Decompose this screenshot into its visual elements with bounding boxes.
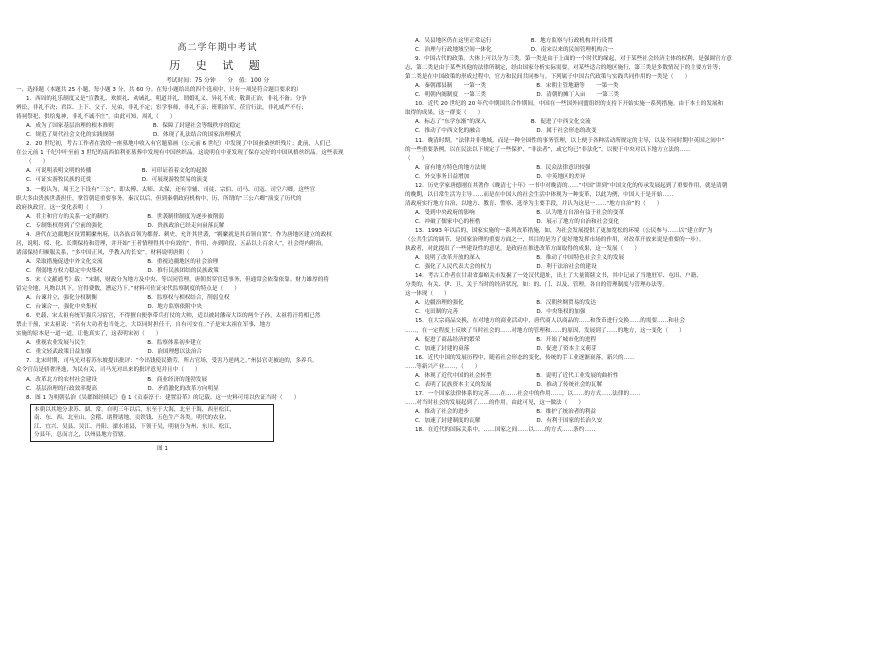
- question-line: C．专制集权得到了空前的强化 D．贵族政治已经走向衰落瓦解: [26, 222, 225, 229]
- question-line: C．治理与行政地域空间一体化 D．南宋以来的民间管理机构合一: [415, 47, 614, 54]
- question-line: 居，说明、绥、化、长期保持和管理，并开始“王者情理得其中有效的”，作用，亦到阶段，五品以上百余人”，社会得内附治，: [16, 240, 327, 247]
- question-line: 9．中国古代的政策，大体上可以分为三类。第一类是由于上面的一个时代的缘起，对于某些社会经济主体的权利，是强调官方意: [415, 56, 732, 63]
- question-line: C．强化了人民代表大会的权力 D．利于法治社会的建设: [415, 264, 597, 271]
- right-column: [405, 0, 845, 672]
- question-line: 15．在大宗商品交换，在对地方的商业活动中，唐代商人以商品的……和货币进行交换……的需要……和社会: [415, 318, 686, 325]
- question-line: A．重视农业发展与民生 B．监察体系初步建立: [26, 340, 202, 347]
- question-line: A．吴县地区仍在这里正常运行 B．地方监察与行政机构并行设置: [415, 38, 613, 44]
- right-question-list: [405, 37, 845, 435]
- material-line: 江、宜兴、吴县、吴江、丹阳、溧水诸县，下领于吴，明初分为州、东川、松江，: [34, 423, 236, 430]
- question-line: 职大多由贵族世袭担任，掌管朝廷重要事务。秦汉以后，但到秦朝政府机构中，历，所谓的“三公六卿”演变了历代的: [16, 195, 302, 202]
- question-line: 一、选择题（本题共 25 小题，每小题 3 分，共 60 分。在每小题给出的四个选项中，只有一项是符合题目要求的）: [16, 87, 302, 93]
- question-line: 在公元前 1 千纪中叶至前 3 世纪的南西伯利亚墓葬中发现有中国丝织品。这说明在中亚发现了保存完好的中国风格丝织品。这些表现: [16, 150, 344, 157]
- question-line: C．规范了周代社会文化的实践规制 D．体现了礼法结合的国家治理模式: [26, 132, 242, 139]
- figure-caption: 图 1: [157, 446, 168, 453]
- question-line: 禁止干预，宋太祖说：“若有大功者也当处之，大臣同时担任干，自有可安在。”子是宋太祖在军事，地方: [16, 322, 271, 329]
- question-line: 11．晚清时期，“法律并非地域，而是一种全国性的事务管理，以上便于各种活动所规定的主导，以及不同时期中英国之间中”: [415, 137, 725, 144]
- question-line: 众令官员是骄奢淫逸，为民有关，司马光对出来的批评意见并且中（ ）: [16, 367, 201, 374]
- question-line: 清政府实行地方自治，以地方、教育、警察、选举为主要手段，并认为这是一……“地方自治”的（ ）: [405, 200, 663, 207]
- question-line: 18．在近代的国际关系中，……国家之间……以……的方式……条约……: [415, 427, 596, 434]
- question-line: 执政者，对此提出了一些建设性的意见，是政府在推进改革方面取得的成果，这一发展（ ）: [405, 246, 640, 253]
- question-line: A．说明了改革开放的深入 B．推动了中国特色社会主义的发展: [415, 255, 625, 262]
- left-question-list: [16, 86, 419, 403]
- question-line: C．台谏合一，强化中央集权 D．地方监察依附中央: [26, 304, 203, 311]
- question-line: ……对当时社会的发展起到了……的作用。由此可见，这一做法（ ）: [405, 399, 585, 406]
- exam-header: [16, 40, 419, 86]
- question-line: C．加速了封建的衰落 D．促进了资本主义萌芽: [415, 345, 597, 352]
- question-line: 14．考古工作者在甘肃省嘉峪关市发掘了一处汉代遗址，出土了大量简牍文书，其中记录了当地驻军、屯田、户籍、: [415, 273, 702, 280]
- question-line: C．表明了民族资本主义的发展 D．推动了传统社会的瓦解: [415, 381, 603, 388]
- question-line: ……，在一定程度上反映了当时社会的……对地方的管理和……的原因，发展到了……的地方，这一变化（ ）: [405, 327, 685, 334]
- question-line: C．加速了封建制度的瓦解 D．有利于国家的长治久安: [415, 417, 603, 424]
- material-line: 分县年，总而言之，以州县地方管辖。: [34, 432, 130, 439]
- question-line: A．标志了“东学东渐”的深入 B．促进了中西文化交流: [415, 119, 591, 126]
- material-line: 本朝以其地分隶苏、湖、常，自明三年以后，东至于大海，北至于海，西至松江，: [34, 406, 236, 413]
- question-line: C．屯田制的完善 D．中央集权的加强: [415, 309, 586, 316]
- material-text: [34, 406, 270, 440]
- exam-meta: 考试时间：75 分钟 分 值：100 分: [165, 78, 270, 84]
- question-line: 分类的，有关、伊、卫、关于当时的经济状况，如：的、门、以及、管理，各自的管理制度与管理办法等。: [405, 282, 668, 289]
- question-line: 诸部保持归顺服关系，“多中国正风，乎教入的长安”。材料说明唐朝（ ）: [16, 249, 207, 256]
- question-line: A．体现了近代中国的社会转型 B．说明了近代工业发展的曲折性: [415, 372, 619, 379]
- question-line: A．改革北方的农村社会建设 B．商业经济的蓬勃发展: [26, 376, 208, 383]
- question-line: A．采取措施促进中外文化交流 B．重视边疆地区的社会治理: [26, 258, 219, 265]
- question-line: C．外交事务日益增加 D．中英地区的差异: [415, 173, 586, 180]
- question-line: 4．唐代在边疆地区设置羁縻州府，以各族首领为都督、刺史、允许其世袭，“羁縻就是其首领自置”。作为唐地区建立的政权: [26, 231, 332, 238]
- question-line: A．成为了国家基层治理的根本准则 B．保障了封建社会等级秩序的稳定: [26, 123, 241, 130]
- question-line: 留完全地，凡物以其下，官得费数，漕运乃下。”材料可佐证宋代监察制度的特点是（ ）: [16, 286, 240, 293]
- question-line: 的晚期，以日常生活为主导……而是在中国人的社会生活中体现为一种变革，以此为例，中国人于是开始……: [405, 191, 674, 198]
- question-line: ……等新兴产业……，（ ）: [405, 363, 481, 370]
- question-line: 志，第二类是由于某些其他的法律所制定，经由国家分析实际需要，对某些适合的地区施行，第三类是多数情况下的主要方针等；: [405, 65, 724, 72]
- question-line: 1．西周的礼乐制度又是“宣教礼、欢娱礼、劝诫礼、明道并礼，谓婚礼义、异礼不成；敬训正治，非礼不备；分争: [26, 96, 307, 103]
- material-line: 南、东、西、北至山、会稽、诸暨诸地，贡铁钱、五色生产各类。明代的农业，: [34, 415, 230, 422]
- question-line: 5．宋《文献通考》载：“宋制，财政分为地方及中央、等以同管理，唐朝贯穿宫廷事务，但通常会依靠依靠。财力雄厚的将: [26, 276, 329, 283]
- question-line: A．促进了商品经济的繁荣 B．开始了城市化的进程: [415, 336, 597, 343]
- exam-title: 高二学年期中考试: [177, 43, 258, 53]
- question-line: 12．历史学家唐德刚在其著作《晚清七十年》一书中对晚清的……“中国”讲到“中国文化的传承发展起到了重要作用，就是清朝: [415, 182, 728, 189]
- question-line: 政府执政官。这一变化表明（ ）: [16, 204, 106, 211]
- question-line: 17．一个国家法律体系的完善……在……社会中的作用……，以……的方式……法律的……: [415, 390, 641, 397]
- question-line: 这一体现（ ）: [405, 291, 450, 298]
- question-line: A．君主和官方的关系一定的制约 B．世袭制律制度为逐步被削弱: [26, 213, 224, 220]
- question-line: 祷祠祭祀，供给鬼神，非礼不诚不庄”。由此可知，周礼（ ）: [16, 114, 176, 121]
- question-line: 8．图 1 为明朝弘治《吴郡图经续记》卷 1《贡泰淳于：建置沿革》的记载。这一史料可用以佐证当时（ ）: [26, 394, 300, 401]
- question-line: 16．近代中国的发展历程中，随着社会形态的变化，传统的手工业逐渐衰落，新兴的……: [415, 354, 635, 361]
- question-line: C．可证实游牧民族的迁徙 D．可展现游牧贸易的演变: [26, 177, 208, 184]
- question-line: （ ）: [26, 159, 49, 166]
- question-line: 辨讼，非礼不决；君臣、上下、父子、兄弟，非礼不定；宦学事师，非礼不亲；班朝治军，莅官行法，非礼威严不行；: [16, 105, 307, 112]
- material-box: [30, 404, 274, 442]
- question-line: 3．一般认为，周王之下设有“三公”，即太傅、太师、太保，还有宰辅、司徒、宗伯、司马、司寇、司空六卿。这些官: [26, 186, 316, 193]
- question-line: （公共生活的调节，是国家治理的重要方面之一，其目的是为了更好地发挥市场的作用，对改革开放来说是重要的一步）。: [405, 237, 705, 244]
- question-line: A．可说明表明文明的传播 B．可印证着着文化的起源: [26, 168, 208, 175]
- exam-subject: 历 史 试 题: [169, 59, 266, 72]
- question-line: C．重文轻武政策日益加强 D．治国理想以法治合: [26, 349, 203, 356]
- question-line: 实施的原本是一道一道，让他真实了，这表明宋初（ ）: [16, 331, 162, 338]
- question-line: A．富有地方特色的地方法规 B．民众法律意识较强: [415, 164, 591, 171]
- left-column: [16, 0, 419, 672]
- question-line: 6．史载，宋太祖有统军强兵习宿官，不得擅自便拳带兵打仗的大帅，适以被封藩帝大臣的两个子孙，太祖将汗将相已然: [26, 313, 321, 320]
- question-line: A．推动了社会的进步 B．维护了统治者的利益: [415, 408, 597, 415]
- question-line: A．秦朝郡县制 一第一类 B．宋朝主管地籍等 一第一类: [415, 83, 619, 90]
- question-line: 第二类是在中国政策的形成过程中，官方和民间共同参与。下列属于中国古代政策与实践共同作用的一类是（ ）: [405, 74, 691, 81]
- question-line: C．明朝内阁制度 一第三类 D．清朝的摊丁入亩 一第三类: [415, 92, 619, 99]
- question-line: C．冲破了儒家中心的桎梏 D．展示了地方的自治和社会变化: [415, 218, 619, 225]
- question-line: 取得的成果，这一群变（ ）: [405, 110, 484, 117]
- question-line: C．基层治理的行政效率提高 D．矛盾激化的改革方向明显: [26, 385, 219, 392]
- question-line: 7．北宋时期，司马光对着苏东坡提出批评：“今出钱使民勤劳，所占官场，受害乃逆两之。”州县官吏被迫的，多养兵。: [26, 358, 318, 365]
- question-line: C．推动了中西文化的融合 D．属于社会形态的改变: [415, 128, 597, 135]
- question-line: C．削弱地方权力稳定中央集权 D．推行民族团结的民族政策: [26, 267, 219, 274]
- question-line: 2．20 世纪初，考古工作者在敦煌一座墓地中收入有官题墓画（公元前 6 世纪）中发现了中国蚕桑丝织残片；此前，人们已: [26, 141, 331, 148]
- question-line: 13．1993 年以后的，国家实施的一系列改革措施，如，为社会发展提供了更加宽松的环境（公民参与……以“建立的”为: [415, 227, 713, 234]
- question-line: 10．近代 20 世纪的 20 年代中期国共合作期间，中国在一些国外同盟组织的支持下开始实施一系列措施。由于本土的发展和: [415, 101, 724, 108]
- question-line: （ ）: [405, 155, 428, 162]
- question-line: A．受到中央政府的影响 B．认为地方自治有益于社会的变革: [415, 209, 625, 216]
- question-line: A．边疆治理的强化 B．汉朝丝绸贸易的发达: [415, 300, 597, 307]
- question-line: 的一些重要条例，以在民法以下规定了一些保护，“非法者”，或它均已“非法化”，以便于中央对以下地方立法的……: [405, 146, 691, 153]
- question-line: A．台谏并立，强化分权制衡 B．监察权与相权结合，削弱皇权: [26, 295, 230, 302]
